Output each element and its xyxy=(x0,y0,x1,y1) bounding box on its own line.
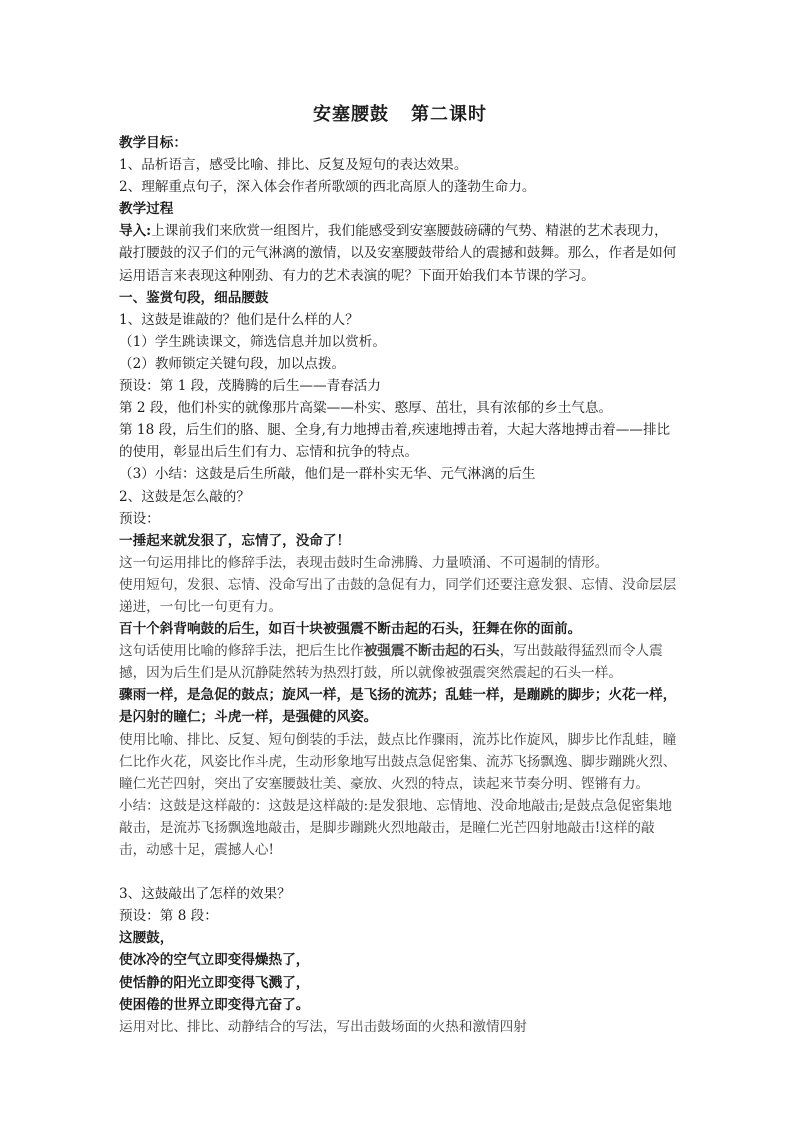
intro-label: 导入: xyxy=(119,223,152,240)
document-page xyxy=(119,100,681,1038)
q2-note-2-post: ，写出鼓敲得猛烈而令人震撼，因为后生们是从沉静陡然转为热烈打鼓，所以就像被强震突然震起的石头一样。 xyxy=(119,643,663,682)
title-main: 安塞腰鼓 xyxy=(313,104,389,125)
q1-summary: （3）小结：这鼓是后生所敲，他们是一群朴实无华、元气淋漓的后生 xyxy=(119,466,536,483)
objective-item-1: 1、品析语言，感受比喻、排比、反复及短句的表达效果。 xyxy=(119,157,468,174)
q2-quote-2: 百十个斜背响鼓的后生，如百十块被强震不断击起的石头，狂舞在你的面前。 xyxy=(119,621,582,638)
section1-heading: 一、鉴赏句段，细品腰鼓 xyxy=(119,289,269,306)
q1-preset-3: 第 18 段，后生们的胳、腿、全身,有力地搏击着,疾速地搏击着，大起大落地搏击着——排比的使用，彰显出后生们有力、忘情和抗争的特点。 xyxy=(119,422,671,461)
question-3: 3、这鼓敲出了怎样的效果？ xyxy=(119,886,291,903)
q2-note-2-bold: 被强震不断击起的石头 xyxy=(363,643,500,660)
question-1: 1、这鼓是谁敲的？他们是什么样的人？ xyxy=(119,311,359,328)
objectives-heading: 教学目标： xyxy=(119,135,187,151)
blank-line xyxy=(119,861,681,883)
q2-note-3: 使用比喻、排比、反复、短句倒装的手法，鼓点比作骤雨，流苏比作旋风，脚步比作乱蛙，瞳仁比作火花，风姿比作斗虎，生动形象地写出鼓点急促密集、流苏飞扬飘逸、脚步蹦跳火烈、瞳仁光芒四射，突出了安塞腰鼓壮美、豪放、火烈的特点，读起来节奏分明、铿锵有力。 xyxy=(119,731,677,792)
q2-summary: 小结：这鼓是这样敲的：这鼓是这样敲的:是发狠地、忘情地、没命地敲击;是鼓点急促密集地敲击，是流苏飞扬飘逸地敲击，是脚步蹦跳火烈地敲击，是瞳仁光芒四射地敲击!这样的敲击，动感十足，震撼人心! xyxy=(119,797,672,858)
title-sub: 第二课时 xyxy=(411,104,487,125)
page-title xyxy=(119,100,681,130)
q3-line-4: 使困倦的世界立即变得亢奋了。 xyxy=(119,996,310,1013)
q2-note-2-pre: 这句话使用比喻的修辞手法，把后生比作 xyxy=(119,643,364,660)
q1-preset-1: 预设：第 1 段，茂腾腾的后生——青春活力 xyxy=(119,378,381,395)
q2-note-1b: 使用短句，发狠、忘情、没命写出了击鼓的急促有力，同学们还要注意发狠、忘情、没命层层递进，一句比一句更有力。 xyxy=(119,576,677,615)
q3-preset: 预设：第 8 段： xyxy=(119,908,218,925)
intro-text: 上课前我们来欣赏一组图片，我们能感受到安塞腰鼓磅礴的气势、精湛的艺术表现力，敲打腰鼓的汉子们的元气淋漓的激情，以及安塞腰鼓带给人的震撼和鼓舞。那么，作者是如何运用语言来表现这种刚劲、有力的艺术表演的呢？下面开始我们本节课的学习。 xyxy=(119,223,677,284)
intro-paragraph xyxy=(119,220,681,286)
q2-quote-3: 骤雨一样，是急促的鼓点；旋风一样，是飞扬的流苏；乱蛙一样，是蹦跳的脚步；火花一样，是闪射的瞳仁；斗虎一样，是强健的风姿。 xyxy=(119,687,677,726)
q2-preset: 预设： xyxy=(119,510,160,527)
q2-note-1a: 这一句运用排比的修辞手法，表现击鼓时生命沸腾、力量喷涌、不可遏制的情形。 xyxy=(119,554,609,571)
q3-note: 运用对比、排比、动静结合的写法，写出击鼓场面的火热和激情四射 xyxy=(119,1018,527,1035)
q3-line-1: 这腰鼓， xyxy=(119,930,174,947)
q2-quote-1: 一捶起来就发狠了，忘情了，没命了！ xyxy=(119,532,351,549)
objective-item-2: 2、理解重点句子，深入体会作者所歌颂的西北高原人的蓬勃生命力。 xyxy=(119,179,536,196)
q1-preset-2: 第 2 段，他们朴实的就像那片高粱——朴实、憨厚、茁壮，具有浓郁的乡土气息。 xyxy=(119,400,613,417)
question-2: 2、这鼓是怎么敲的？ xyxy=(119,488,250,505)
q2-note-2 xyxy=(119,640,681,684)
q1-step-1: （1）学生跳读课文，筛选信息并加以赏析。 xyxy=(119,333,386,350)
q3-line-2: 使冰冷的空气立即变得燥热了， xyxy=(119,952,310,969)
q1-step-2: （2）教师锁定关键句段，加以点拨。 xyxy=(119,355,346,372)
process-heading: 教学过程 xyxy=(119,201,174,218)
q3-line-3: 使恬静的阳光立即变得飞溅了， xyxy=(119,974,310,991)
